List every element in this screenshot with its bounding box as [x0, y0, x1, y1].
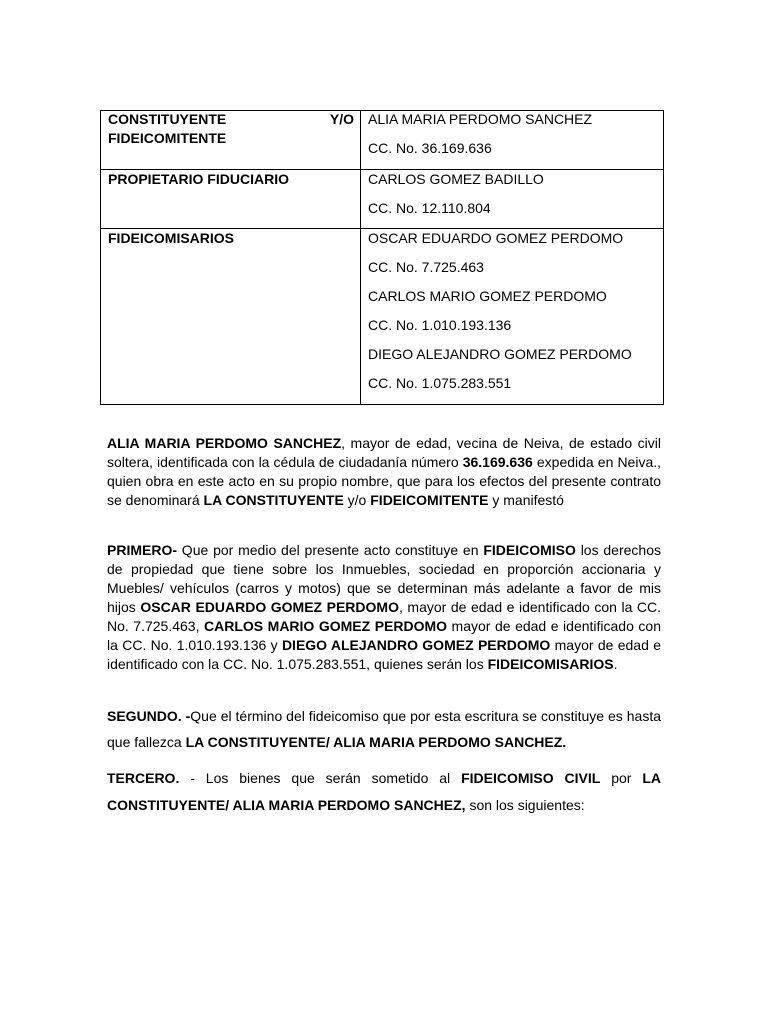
clause-primero — [107, 541, 661, 674]
role-cell — [101, 111, 361, 170]
id-number: 36.169.636 — [462, 454, 533, 470]
defined-term: LA CONSTITUYENTE/ ALIA MARIA PERDOMO SANCHEZ, — [107, 770, 661, 813]
defined-term: FIDEICOMISO — [483, 542, 576, 558]
text-run: mayor de edad e identificado con la CC. No. 1.075.283.551, quienes serán los — [107, 637, 661, 672]
text-run: y manifestó — [488, 492, 564, 508]
parties-table — [100, 110, 664, 405]
persons-cell — [361, 170, 664, 229]
text-run: Que el término del fideicomiso que por esta escritura se constituye es hasta que fallezca — [107, 708, 661, 750]
defined-term: LA CONSTITUYENTE/ ALIA MARIA PERDOMO SANCHEZ. — [185, 734, 567, 750]
constituyente-name: ALIA MARIA PERDOMO SANCHEZ — [107, 435, 342, 451]
person-name: CARLOS MARIO GOMEZ PERDOMO — [368, 288, 607, 304]
text-run: mayor de edad e identificado con la CC. No. 1.010.193.136 y — [107, 618, 661, 653]
person-name: OSCAR EDUARDO GOMEZ PERDOMO — [368, 230, 624, 246]
role-label-line2: FIDEICOMITENTE — [108, 130, 227, 146]
text-run: , mayor de edad, vecina de Neiva, de estado civil soltera, identificada con la cédula de ciudadanía número — [107, 435, 661, 470]
role-label-suffix: Y/O — [329, 111, 354, 127]
clause-label: PRIMERO- — [107, 542, 177, 558]
text-run: - Los bienes que serán sometido al — [179, 770, 462, 786]
clause-tercero — [107, 765, 661, 819]
role-label: FIDEICOMISARIOS — [108, 230, 235, 246]
defined-term: LA CONSTITUYENTE — [203, 492, 344, 508]
text-run: los derechos de propiedad que tiene sobre los Inmuebles, sociedad en proporción accionaria y Muebles/ vehículos (carros y motos) que se determinan más adelante a favor de mis hijos — [107, 542, 661, 615]
person-name: CARLOS GOMEZ BADILLO — [368, 171, 544, 187]
role-cell — [101, 170, 361, 229]
table-row — [101, 111, 664, 170]
clause-label: SEGUNDO. - — [107, 708, 191, 724]
person-name: ALIA MARIA PERDOMO SANCHEZ — [368, 111, 593, 127]
defined-term: FIDEICOMITENTE — [370, 492, 489, 508]
persons-cell — [361, 111, 664, 170]
beneficiary-name: DIEGO ALEJANDRO GOMEZ PERDOMO — [281, 637, 551, 653]
defined-term: FIDEICOMISARIOS — [487, 656, 614, 672]
text-run: y/o — [343, 492, 371, 508]
defined-term: FIDEICOMISO CIVIL — [461, 770, 601, 786]
text-run: expedida en Neiva., quien obra en este acto en su propio nombre, que para los efectos del presente contrato se denominará — [107, 454, 662, 508]
intro-paragraph — [107, 434, 661, 510]
person-id: CC. No. 12.110.804 — [368, 200, 491, 216]
table-row — [101, 229, 664, 405]
text-run: por — [600, 770, 643, 786]
clause-segundo — [107, 703, 661, 755]
text-run: son los siguientes: — [465, 797, 585, 813]
text-run: . — [613, 656, 618, 672]
text-run: , mayor de edad e identificado con la CC. No. 7.725.463, — [107, 599, 662, 634]
clause-label: TERCERO. — [107, 770, 180, 786]
person-name: DIEGO ALEJANDRO GOMEZ PERDOMO — [368, 346, 632, 362]
person-id: CC. No. 1.075.283.551 — [368, 375, 512, 391]
role-label: CONSTITUYENTE — [108, 111, 227, 127]
beneficiary-name: OSCAR EDUARDO GOMEZ PERDOMO — [140, 599, 399, 615]
person-id: CC. No. 1.010.193.136 — [368, 317, 512, 333]
table-row — [101, 170, 664, 229]
role-cell — [101, 229, 361, 405]
role-label: PROPIETARIO FIDUCIARIO — [108, 171, 289, 187]
beneficiary-name: CARLOS MARIO GOMEZ PERDOMO — [204, 618, 448, 634]
persons-cell — [361, 229, 664, 405]
text-run: Que por medio del presente acto constituye en — [177, 542, 484, 558]
person-id: CC. No. 36.169.636 — [368, 140, 492, 156]
person-id: CC. No. 7.725.463 — [368, 259, 484, 275]
